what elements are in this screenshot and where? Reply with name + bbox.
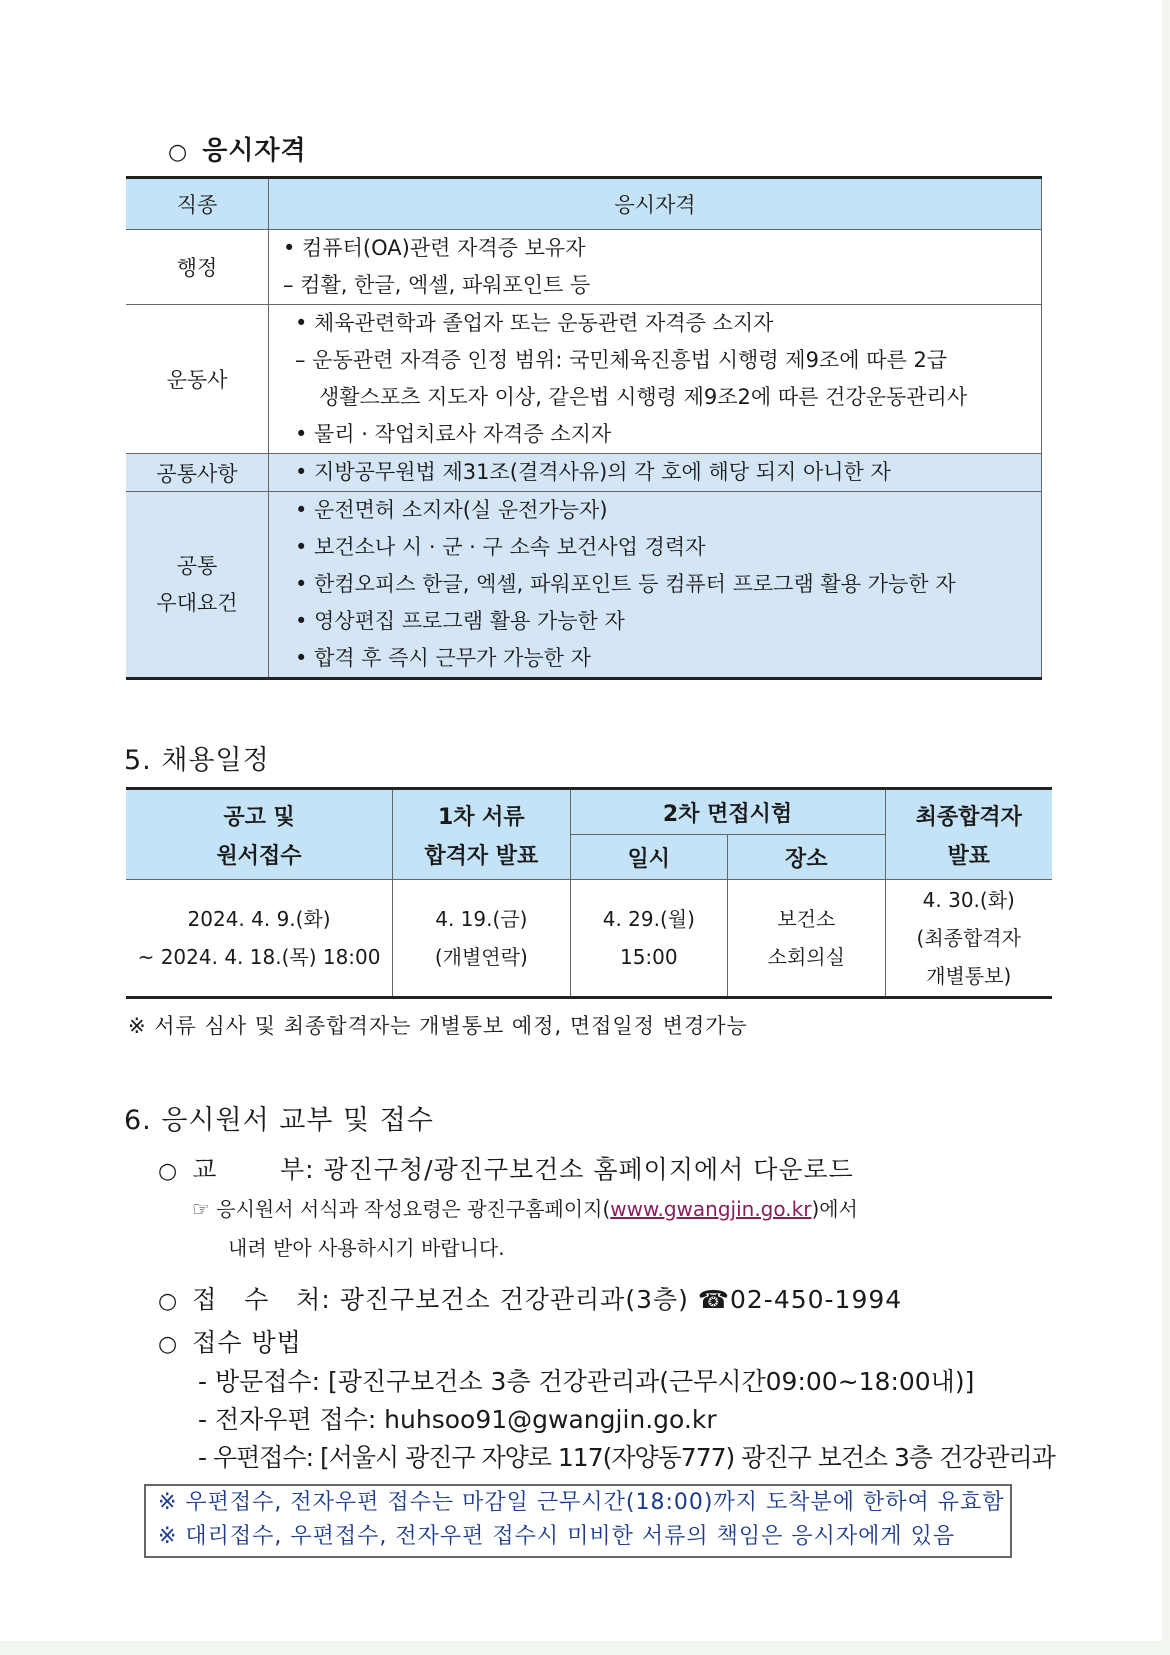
cell-interview-place: 보건소 소회의실 bbox=[728, 880, 885, 998]
header-job-type: 직종 bbox=[126, 178, 269, 230]
circle-bullet-icon: ○ bbox=[168, 140, 189, 165]
scan-edge-bottom bbox=[0, 1641, 1170, 1655]
circle-bullet-icon: ○ bbox=[158, 1332, 179, 1357]
header-final: 최종합격자 발표 bbox=[885, 789, 1052, 880]
header-interview-place: 장소 bbox=[728, 835, 885, 880]
qualifications-heading: ○ 응시자격 bbox=[168, 136, 307, 166]
pointing-hand-icon: ☞ bbox=[192, 1197, 210, 1221]
row-content: • 지방공무원법 제31조(결격사유)의 각 호에 해당 되지 아니한 자 bbox=[269, 454, 1042, 492]
distribution-hint: ☞ 응시원서 서식과 작성요령은 광진구홈페이지(www.gwangjin.go.kr)에서 bbox=[192, 1197, 858, 1221]
header-first-round: 1차 서류 합격자 발표 bbox=[393, 789, 570, 880]
cell-announcement: 2024. 4. 9.(화) ~ 2024. 4. 18.(목) 18:00 bbox=[126, 880, 393, 998]
cell-final: 4. 30.(화) (최종합격자 개별통보) bbox=[885, 880, 1052, 998]
qualifications-table bbox=[126, 176, 1042, 680]
distribution-hint-line2: 내려 받아 사용하시기 바랍니다. bbox=[228, 1236, 505, 1260]
row-content: • 운전면허 소지자(실 운전가능자) • 보건소나 시 · 군 · 구 소속 보건사업 경력자 • 한컴오피스 한글, 엑셀, 파워포인트 등 컴퓨터 프로그램 활용 가능한 자 • 영상편집 프로그램 활용 가능한 자 • 합격 후 즉시 근무가 가능한 자 bbox=[269, 492, 1042, 679]
notice-line: ※ 우편접수, 전자우편 접수는 마감일 근무시간(18:00)까지 도착분에 한하여 유효함 bbox=[158, 1490, 1005, 1515]
phone-number: 02-450-1994 bbox=[729, 1285, 903, 1314]
cell-first-round: 4. 19.(금) (개별연락) bbox=[393, 880, 570, 998]
table-row bbox=[126, 454, 1042, 492]
row-content: • 컴퓨터(OA)관련 자격증 보유자 – 컴활, 한글, 엑셀, 파워포인트 등 bbox=[269, 230, 1042, 305]
table-row bbox=[126, 492, 1042, 679]
receipt-item: ○ 접 수 처: 광진구보건소 건강관리과(3층) ☎02-450-1994 bbox=[158, 1285, 903, 1314]
schedule-note: ※ 서류 심사 및 최종합격자는 개별통보 예정, 면접일정 변경가능 bbox=[128, 1014, 748, 1038]
row-category: 공통사항 bbox=[126, 454, 269, 492]
schedule-heading: 5. 채용일정 bbox=[124, 745, 270, 776]
table-row bbox=[126, 305, 1042, 454]
phone-icon: ☎ bbox=[697, 1285, 730, 1314]
schedule-header-row bbox=[126, 789, 1052, 835]
cell-interview-datetime: 4. 29.(월) 15:00 bbox=[570, 880, 728, 998]
distribution-item: ○ 교 부: 광진구청/광진구보건소 홈페이지에서 다운로드 bbox=[158, 1155, 854, 1184]
table-header-row bbox=[126, 178, 1042, 230]
schedule-table bbox=[126, 787, 1052, 999]
method-email: - 전자우편 접수: huhsoo91@gwangjin.go.kr bbox=[198, 1405, 717, 1434]
notice-box bbox=[144, 1484, 1012, 1558]
header-interview-datetime: 일시 bbox=[570, 835, 728, 880]
header-qualification: 응시자격 bbox=[269, 178, 1042, 230]
method-visit: - 방문접수: [광진구보건소 3층 건강관리과(근무시간09:00~18:00내)] bbox=[198, 1367, 975, 1396]
scan-edge-right bbox=[1162, 0, 1170, 1655]
schedule-row bbox=[126, 880, 1052, 998]
notice-line: ※ 대리접수, 우편접수, 전자우편 접수시 미비한 서류의 책임은 응시자에게 있음 bbox=[158, 1524, 956, 1549]
circle-bullet-icon: ○ bbox=[158, 1159, 179, 1184]
application-heading: 6. 응시원서 교부 및 접수 bbox=[124, 1105, 434, 1136]
row-category: 행정 bbox=[126, 230, 269, 305]
table-row bbox=[126, 230, 1042, 305]
header-announcement: 공고 및 원서접수 bbox=[126, 789, 393, 880]
gwangjin-homepage-link[interactable]: www.gwangjin.go.kr bbox=[610, 1197, 812, 1221]
row-category: 운동사 bbox=[126, 305, 269, 454]
header-interview: 2차 면접시험 bbox=[570, 789, 885, 835]
method-mail: - 우편접수: [서울시 광진구 자양로 117(자양동777) 광진구 보건소 3층 건강관리과 bbox=[198, 1443, 1055, 1472]
row-content: • 체육관련학과 졸업자 또는 운동관련 자격증 소지자 – 운동관련 자격증 인정 범위: 국민체육진흥법 시행령 제9조에 따른 2급 생활스포츠 지도자 이상, 같은법 시행령 제9조2에 따른 건강운동관리사 • 물리 · 작업치료사 자격증 소지자 bbox=[269, 305, 1042, 454]
method-item: ○ 접수 방법 bbox=[158, 1328, 302, 1357]
row-category: 공통 우대요건 bbox=[126, 492, 269, 679]
circle-bullet-icon: ○ bbox=[158, 1289, 179, 1314]
